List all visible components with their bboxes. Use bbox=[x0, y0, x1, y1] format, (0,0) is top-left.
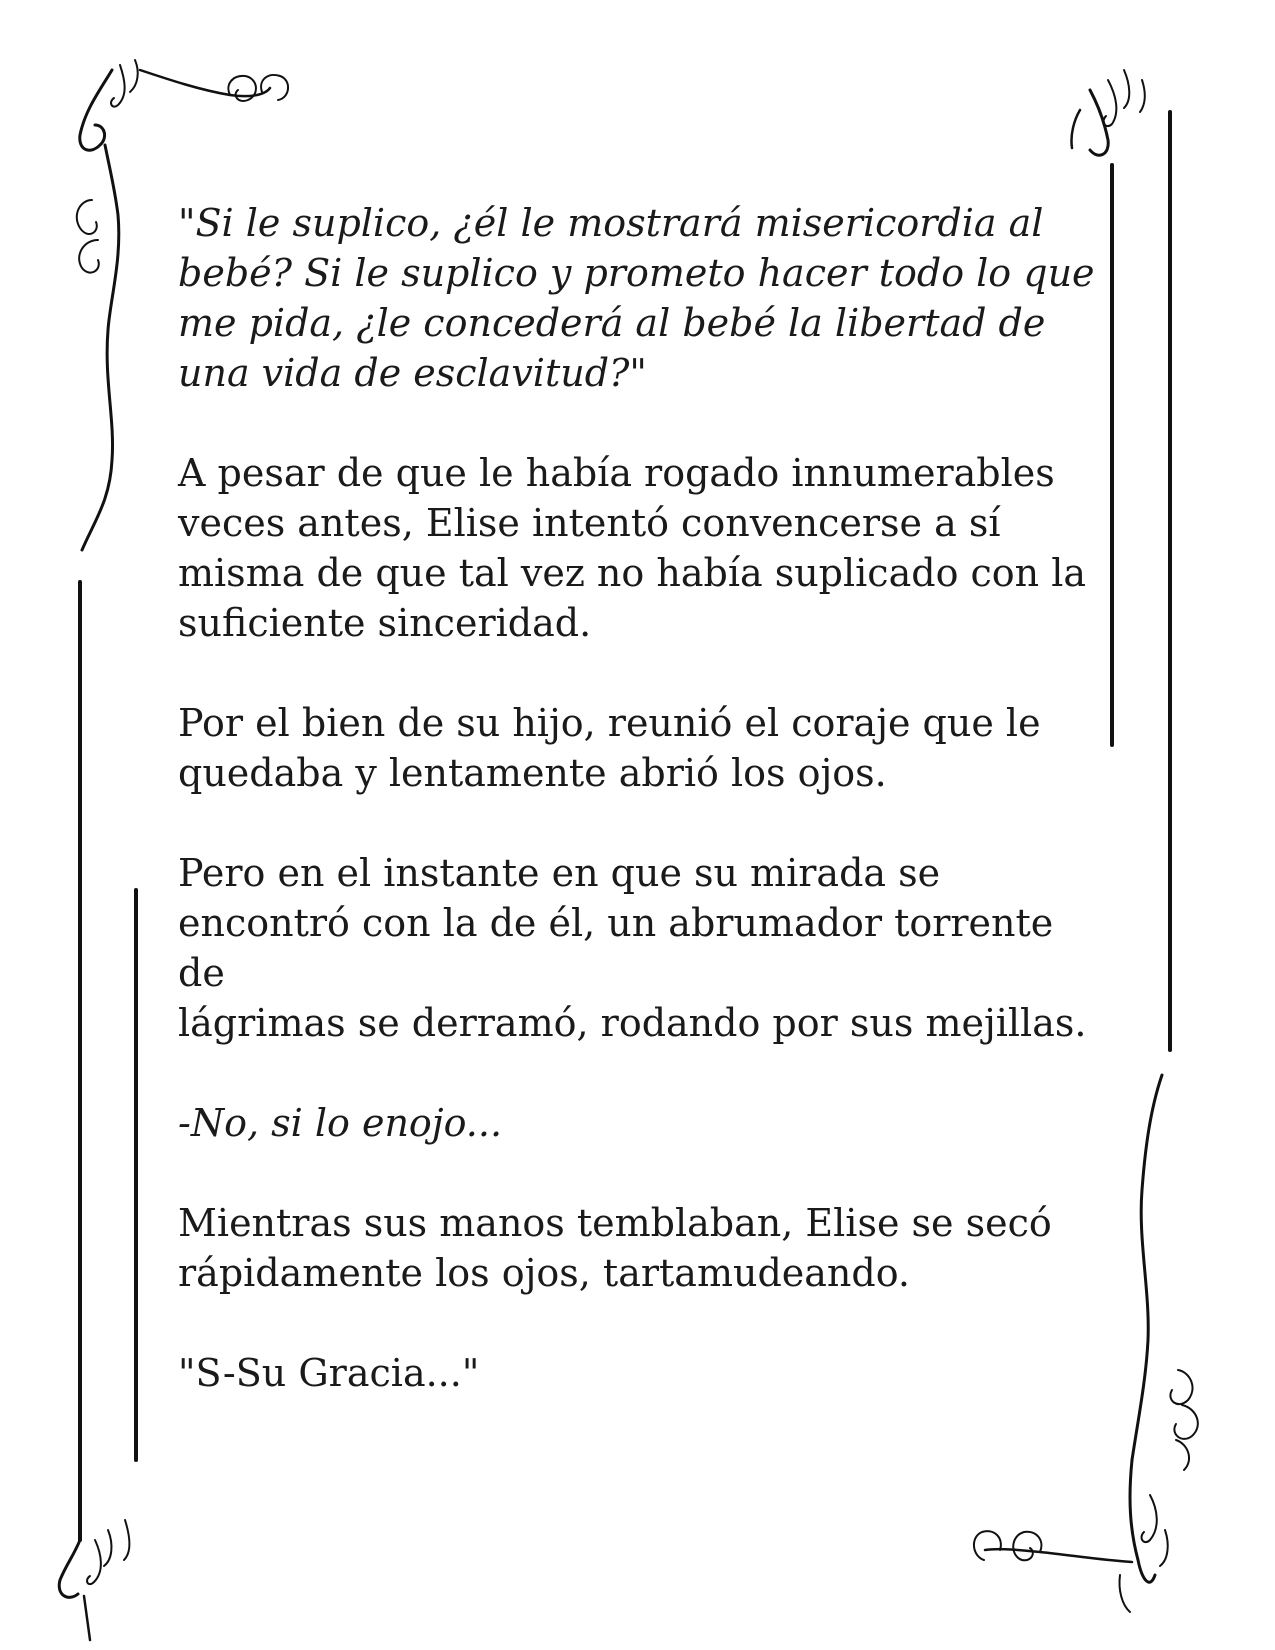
paragraph-dialogue: "S-Su Gracia..." bbox=[178, 1351, 480, 1395]
paragraph-begged-before: A pesar de que le había rogado innumerables veces antes, Elise intentó convencerse a sí misma de que tal vez no había suplicado con la suficiente sinceridad. bbox=[178, 451, 1087, 645]
paragraph-opened-eyes: Por el bien de su hijo, reunió el coraje que le quedaba y lentamente abrió los ojos. bbox=[178, 701, 1041, 795]
paragraph-hands-trembling: Mientras sus manos temblaban, Elise se secó rápidamente los ojos, tartamudeando. bbox=[178, 1201, 1052, 1295]
story-text bbox=[178, 198, 1098, 1398]
paragraph-plea-italic: "Si le suplico, ¿él le mostrará misericordia al bebé? Si le suplico y prometo hacer todo lo que me pida, ¿le concederá al bebé la libertad de una vida de esclavitud?" bbox=[178, 201, 1095, 395]
paragraph-tears: Pero en el instante en que su mirada se encontró con la de él, un abrumador torrente de lágrimas se derramó, rodando por sus mejillas. bbox=[178, 851, 1087, 1045]
paragraph-thought-italic: -No, si lo enojo... bbox=[178, 1101, 503, 1145]
top-right-flourish bbox=[1071, 70, 1144, 155]
bottom-left-flourish bbox=[59, 1520, 129, 1640]
